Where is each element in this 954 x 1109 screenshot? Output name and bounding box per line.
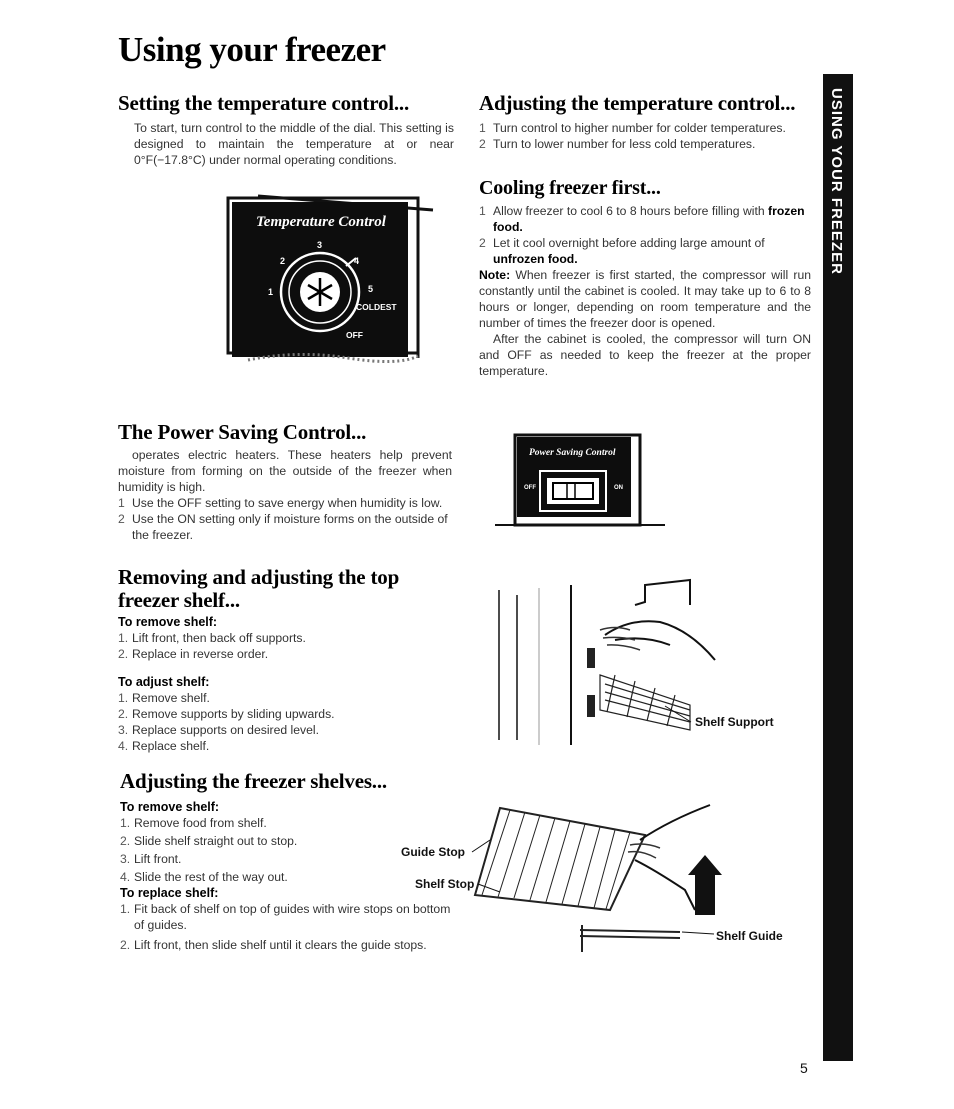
list-item: 2. Lift front, then slide shelf until it clears the guide stops. <box>120 938 427 952</box>
cooling-heading: Cooling freezer first... <box>479 177 661 199</box>
shelf-support-bracket-upper <box>587 648 595 668</box>
unfrozen-food-emphasis: unfrozen food. <box>493 252 578 266</box>
cooling-steps <box>479 203 811 267</box>
dial-number-5: 5 <box>368 284 374 294</box>
shelf-guide-pointer <box>682 932 714 934</box>
setting-section <box>118 92 454 168</box>
shelf-guide-rail <box>580 925 680 952</box>
list-item: 2 Use the ON setting only if moisture forms on the outside of the freezer. <box>118 512 448 542</box>
list-item: 1 Use the OFF setting to save energy when humidity is low. <box>118 496 443 510</box>
dial-number-3: 3 <box>317 240 323 250</box>
remove-shelf-title: To remove shelf: <box>118 615 218 629</box>
switch-rocker <box>547 478 599 504</box>
cooling-note: Note: When freezer is first started, the compressor will run constantly until the cabinet is cooled. It may take up to 6 to 8 hours or longer, depending on room temperature and the number of times the freezer door is opened. <box>479 268 811 330</box>
list-item: 1 Allow freezer to cool 6 to 8 hours before filling with frozen food. <box>479 204 805 234</box>
dial-number-1: 1 <box>268 287 274 297</box>
power-saving-switch-illustration <box>495 433 667 533</box>
dial-number-4: 4 <box>354 256 360 266</box>
list-item: 1. Remove food from shelf. <box>120 816 267 830</box>
shelf-support-callout: Shelf Support <box>695 715 774 729</box>
hand-fingers <box>628 844 660 858</box>
removing-heading-line1: Removing and adjusting the top <box>118 565 400 589</box>
list-item: 3. Lift front. <box>120 852 182 866</box>
page-title: Using your freezer <box>118 30 386 69</box>
shelf-guide-callout: Shelf Guide <box>716 929 783 943</box>
shelves-remove-steps <box>120 815 360 885</box>
list-item: 4. Slide the rest of the way out. <box>120 870 288 884</box>
shelves-remove-title: To remove shelf: <box>120 800 220 814</box>
shelf-support-illustration <box>495 580 725 750</box>
setting-text: To start, turn control to the middle of the dial. This setting is designed to maintain the temperature at or near 0°F(−17.8°C) under normal operating conditions. <box>134 121 454 167</box>
adjusting-section <box>479 92 815 152</box>
list-item: 1. Lift front, then back off supports. <box>118 631 306 645</box>
shelf-stop-pointer <box>478 884 500 892</box>
switch-title: Power Saving Control <box>529 448 616 458</box>
power-steps <box>118 495 452 543</box>
hand-outline <box>605 580 715 660</box>
section-sidebar-tab <box>823 74 853 1061</box>
list-item: 2. Slide shelf straight out to stop. <box>120 834 298 848</box>
frozen-food-emphasis: frozen food. <box>493 204 805 234</box>
shelves-heading: Adjusting the freezer shelves... <box>120 769 387 793</box>
power-section <box>118 421 452 543</box>
list-item: 2. Remove supports by sliding upwards. <box>118 707 335 721</box>
adjusting-steps <box>479 120 815 152</box>
removing-section <box>118 566 458 754</box>
shelf-support-bracket-lower <box>587 695 595 717</box>
power-text: operates electric heaters. These heaters help prevent moisture from forming on the outside of the freezer when humidity is high. <box>118 448 452 494</box>
sliding-wire-shelf <box>475 808 645 910</box>
list-item: 1 Turn control to higher number for colder temperatures. <box>479 121 786 135</box>
dial-coldest-label: COLDEST <box>356 302 397 312</box>
dial-title: Temperature Control <box>256 214 386 230</box>
removing-heading-line2: freezer shelf... <box>118 588 240 612</box>
list-item: 1. Fit back of shelf on top of guides with wire stops on bottom of guides. <box>120 902 451 932</box>
shelves-section <box>120 770 456 953</box>
shelves-replace-steps <box>120 901 454 953</box>
list-item: 1. Remove shelf. <box>118 691 210 705</box>
power-heading: The Power Saving Control... <box>118 420 367 444</box>
cooling-after-text: After the cabinet is cooled, the compressor will turn ON and OFF as needed to keep the freezer at the proper temperature. <box>479 332 811 378</box>
remove-shelf-steps <box>118 630 458 662</box>
temperature-dial-illustration <box>228 188 450 378</box>
sidebar-label: USING YOUR FREEZER <box>828 88 845 275</box>
list-item: 3. Replace supports on desired level. <box>118 723 319 737</box>
wire-shelf <box>600 675 690 730</box>
freezer-shelf-guide-illustration <box>470 800 720 960</box>
list-item: 4. Replace shelf. <box>118 739 210 753</box>
setting-heading: Setting the temperature control... <box>118 91 410 115</box>
guide-stop-callout: Guide Stop <box>401 845 465 859</box>
adjust-shelf-title: To adjust shelf: <box>118 675 210 689</box>
shelf-stop-callout: Shelf Stop <box>415 877 475 891</box>
switch-on-label: ON <box>614 485 623 491</box>
list-item: 2 Let it cool overnight before adding large amount of unfrozen food. <box>479 236 765 266</box>
page-number: 5 <box>800 1060 808 1076</box>
shelves-replace-title: To replace shelf: <box>120 886 219 900</box>
adjusting-heading: Adjusting the temperature control... <box>479 91 796 115</box>
list-item: 2 Turn to lower number for less cold temperatures. <box>479 137 756 151</box>
adjust-shelf-steps <box>118 690 458 754</box>
dial-off-label: OFF <box>346 330 363 340</box>
list-item: 2. Replace in reverse order. <box>118 647 269 661</box>
cooling-section <box>479 177 811 379</box>
switch-off-label: OFF <box>524 485 536 491</box>
dial-number-2: 2 <box>280 256 286 266</box>
